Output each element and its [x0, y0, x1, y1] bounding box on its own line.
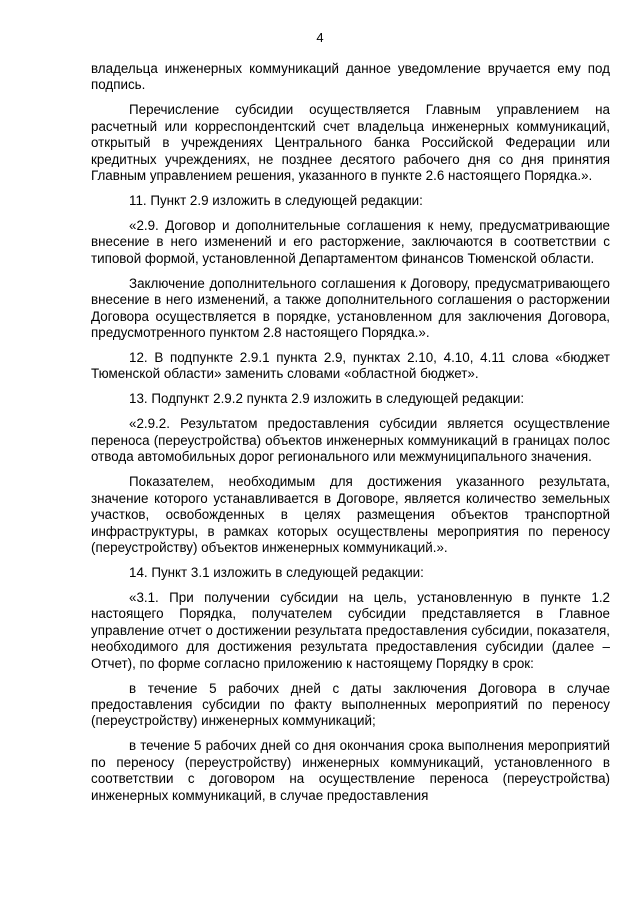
paragraph-continuation: владельца инженерных коммуникаций данное уведомление вручается ему под подпись.	[91, 61, 610, 93]
paragraph-item-14: 14. Пункт 3.1 изложить в следующей редакции:	[129, 564, 424, 580]
paragraph-additional-agreement: Заключение дополнительного соглашения к Договору, предусматривающего внесение в него изменений, а также дополнительного соглашения о расторжении Договора осуществляется в порядке, установленном для заключения Договора, предусмотренного пунктом 2.8 настоящего Порядка.».	[91, 275, 610, 341]
paragraph-deadline-1: в течение 5 рабочих дней с даты заключения Договора в случае предоставления субсидии по факту выполненных мероприятий по переносу (переустройству) инженерных коммуникаций;	[91, 680, 610, 729]
document-body	[91, 61, 610, 813]
paragraph-clause-2-9-2: «2.9.2. Результатом предоставления субсидии является осуществление переноса (переустройства) объектов инженерных коммуникаций в границах полос отвода автомобильных дорог регионального или межмуниципального значения.	[91, 416, 610, 465]
paragraph-subsidy-transfer: Перечисление субсидии осуществляется Главным управлением на расчетный или корреспондентский счет владельца инженерных коммуникаций, открытый в учреждениях Центрального банка Российской Федерации или кредитных учреждениях, не позднее десятого рабочего дня со дня принятия Главным управлением решения, указанного в пункте 2.6 настоящего Порядка.».	[91, 102, 610, 184]
paragraph-deadline-2: в течение 5 рабочих дней со дня окончания срока выполнения мероприятий по переносу (переустройству) инженерных коммуникаций, установленного в соответствии с договором на осуществление переноса (переустройства) инженерных коммуникаций, в случае предоставления	[91, 738, 610, 803]
paragraph-item-12: 12. В подпункте 2.9.1 пункта 2.9, пунктах 2.10, 4.10, 4.11 слова «бюджет Тюменской области» заменить словами «областной бюджет».	[91, 350, 610, 382]
paragraph-clause-2-9: «2.9. Договор и дополнительные соглашения к нему, предусматривающие внесение в него изменений и его расторжение, заключаются в соответствии с типовой формой, установленной Департаментом финансов Тюменской области.	[91, 218, 610, 266]
paragraph-indicator: Показателем, необходимым для достижения указанного результата, значение которого устанавливается в Договоре, является количество земельных участков, освобожденных в целях размещения объектов транспортной инфраструктуры, в рамках которых осуществлены мероприятия по переносу (переустройству) объектов инженерных коммуникаций.».	[91, 474, 610, 555]
paragraph-clause-3-1: «3.1. При получении субсидии на цель, установленную в пункте 1.2 настоящего Порядка, получателем субсидии представляется в Главное управление отчет о достижении результата предоставления субсидии, показателя, необходимого для достижения результата предоставления субсидии (далее – Отчет), по форме согласно приложению к настоящему Порядку в срок:	[91, 589, 610, 671]
paragraph-item-11: 11. Пункт 2.9 изложить в следующей редакции:	[129, 193, 423, 209]
paragraph-item-13: 13. Подпункт 2.9.2 пункта 2.9 изложить в следующей редакции:	[129, 391, 525, 407]
page-number: 4	[316, 30, 324, 45]
